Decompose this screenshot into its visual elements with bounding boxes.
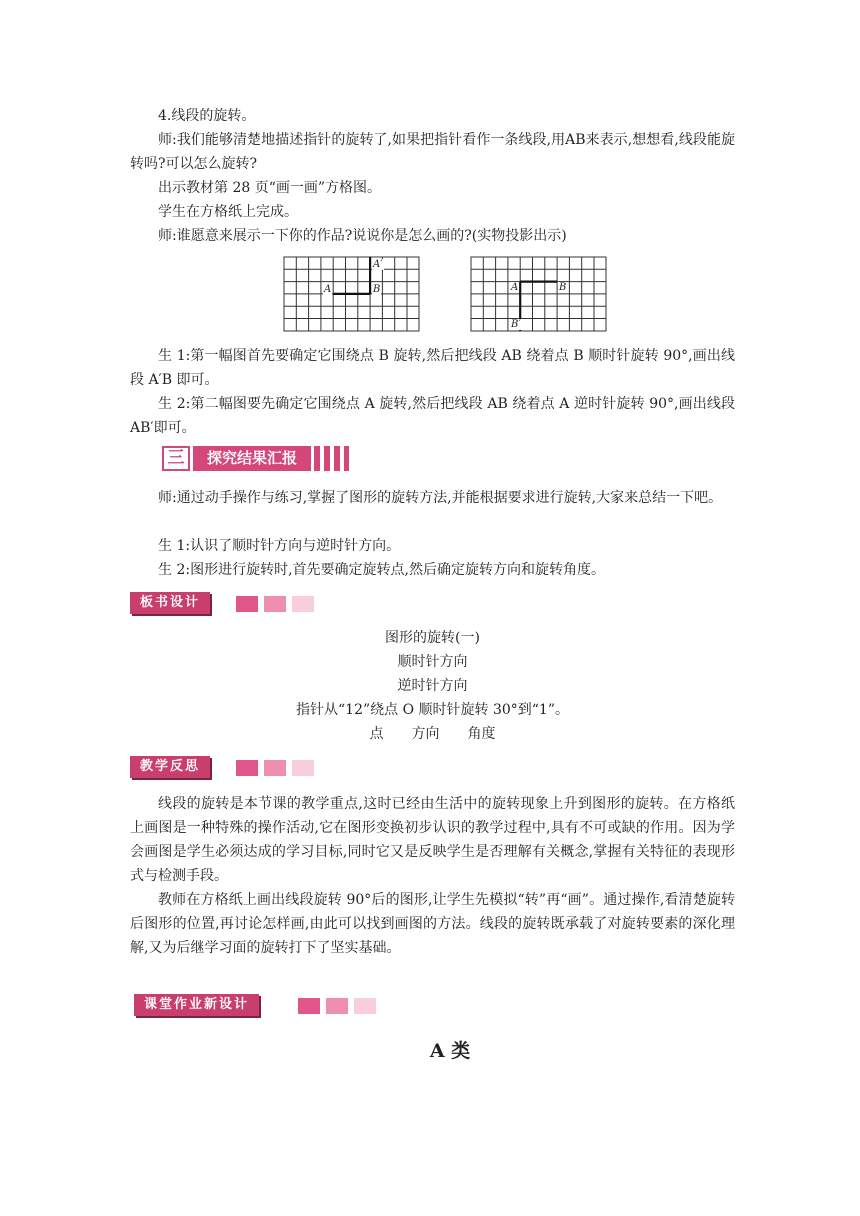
teacher-summary-prompt: 师:通过动手操作与练习,掌握了图形的旋转方法,并能根据要求进行旋转,大家来总结一下吧。 xyxy=(158,490,723,506)
board-counterclockwise: 逆时针方向 xyxy=(397,678,468,694)
banner-stripe xyxy=(334,446,340,471)
student1-summary: 生 1:认识了顺时针方向与逆时针方向。 xyxy=(158,538,401,554)
category-a-title: A 类 xyxy=(429,1040,471,1062)
section-heading: 4.线段的旋转。 xyxy=(158,108,256,124)
banner-square xyxy=(354,998,376,1014)
teacher-question: 师:我们能够清楚地描述指针的旋转了,如果把指针看作一条线段,用AB来表示,想想看,线段能旋转吗?可以怎么旋转? xyxy=(130,132,735,172)
explore-results-title: 探究结果汇报 xyxy=(193,446,311,471)
homework-label: 课堂作业新设计 xyxy=(134,994,259,1016)
grid-left-svg xyxy=(283,256,421,332)
show-textbook-text: 出示教材第 28 页“画一画”方格图。 xyxy=(158,180,382,196)
banner-square xyxy=(292,760,314,776)
banner-stripe xyxy=(324,446,330,471)
board-example: 指针从“12”绕点 O 顺时针旋转 30°到“1”。 xyxy=(296,702,569,718)
banner-square xyxy=(264,596,286,612)
reflection-paragraph-1: 线段的旋转是本节课的教学重点,这时已经由生活中的旋转现象上升到图形的旋转。在方格纸上画图是一种特殊的操作活动,它在图形变换初步认识的教学过程中,具有不可或缺的作用。因为学会画图是学生必须达成的学习目标,同时它又是反映学生是否理解有关概念,掌握有关特征的表现形式与检测手段。 xyxy=(130,796,735,884)
students-complete-text: 学生在方格纸上完成。 xyxy=(158,204,298,220)
banner-square xyxy=(264,760,286,776)
board-design-label: 板书设计 xyxy=(130,592,210,614)
grid-figure-right xyxy=(470,256,608,332)
banner-square xyxy=(236,760,258,776)
label-a-left: A xyxy=(324,284,332,295)
grid-right-svg xyxy=(470,256,608,332)
banner-square xyxy=(298,998,320,1014)
label-b-left: B xyxy=(373,284,381,295)
label-a-prime: A′ xyxy=(373,259,383,270)
student2-summary: 生 2:图形进行旋转时,首先要确定旋转点,然后确定旋转方向和旋转角度。 xyxy=(158,562,605,578)
student1-answer: 生 1:第一幅图首先要确定它围绕点 B 旋转,然后把线段 AB 绕着点 B 顺时针旋转 90°,画出线段 A′B 即可。 xyxy=(130,348,735,388)
banner-square xyxy=(236,596,258,612)
board-clockwise: 顺时针方向 xyxy=(397,654,468,670)
reflection-banner xyxy=(130,756,330,778)
label-b-prime: B′ xyxy=(511,319,521,330)
student2-answer: 生 2:第二幅图要先确定它围绕点 A 旋转,然后把线段 AB 绕着点 A 逆时针旋转 90°,画出线段 AB′即可。 xyxy=(130,396,735,436)
board-elements: 点 方向 角度 xyxy=(369,726,496,742)
banner-square xyxy=(326,998,348,1014)
label-b-right: B xyxy=(559,282,567,293)
explore-results-banner xyxy=(162,446,354,471)
board-title: 图形的旋转(一) xyxy=(385,630,480,646)
banner-stripe xyxy=(314,446,320,471)
reflection-paragraph-2: 教师在方格纸上画出线段旋转 90°后的图形,让学生先模拟“转”再“画”。通过操作,看清楚旋转后图形的位置,再讨论怎样画,由此可以找到画图的方法。线段的旋转既承载了对旋转要素的深化理解,又为后继学习面的旋转打下了坚实基础。 xyxy=(130,892,735,956)
section-number: 三 xyxy=(162,446,190,471)
banner-square xyxy=(292,596,314,612)
homework-banner xyxy=(134,994,384,1016)
label-a-right: A xyxy=(511,282,519,293)
reflection-label: 教学反思 xyxy=(130,756,210,778)
board-design-banner xyxy=(130,592,330,614)
teacher-invite-text: 师:谁愿意来展示一下你的作品?说说你是怎么画的?(实物投影出示) xyxy=(158,228,567,244)
grid-figure-left xyxy=(283,256,421,332)
banner-stripe xyxy=(344,446,349,471)
